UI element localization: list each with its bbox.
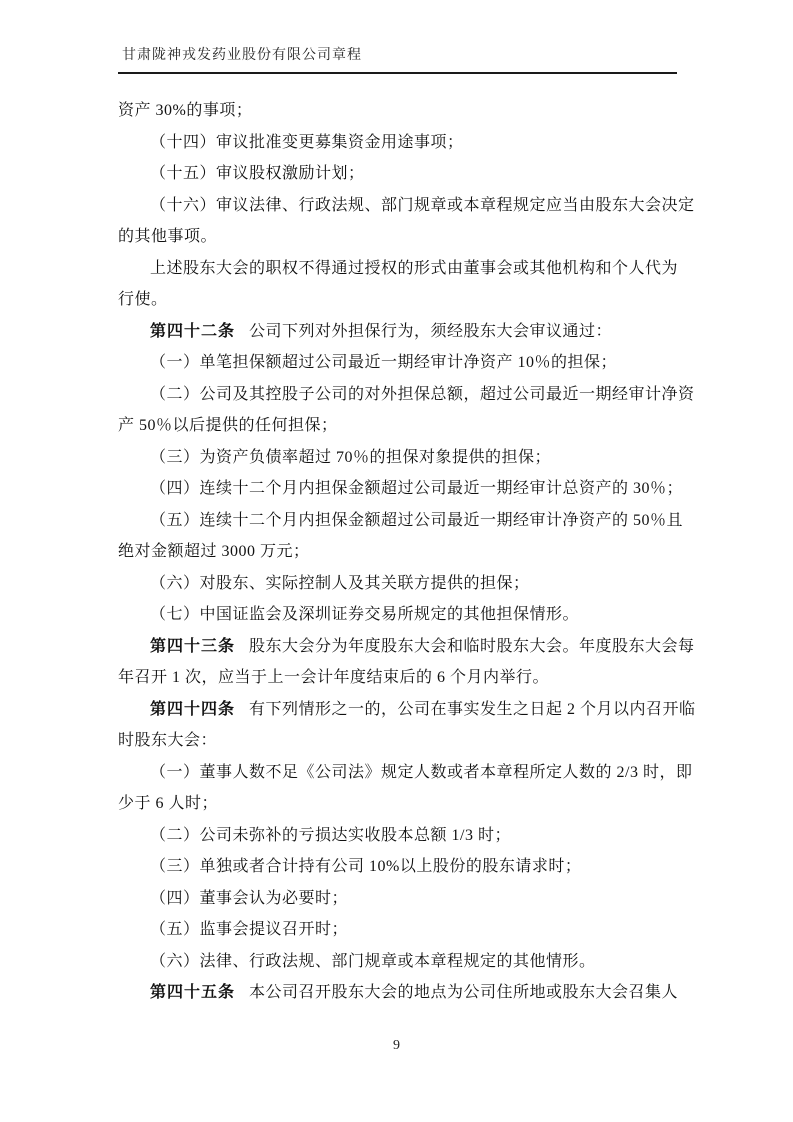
line-text: （四）董事会认为必要时；: [150, 889, 349, 907]
line-text: （一）单笔担保额超过公司最近一期经审计净资产 10％的担保；: [150, 354, 618, 371]
document-line: [118, 379, 695, 411]
document-line: [118, 568, 677, 600]
line-text: 绝对金额超过 3000 万元；: [118, 543, 310, 560]
document-line: [118, 662, 677, 694]
line-text: 本公司召开股东大会的地点为公司住所地或股东大会召集人: [249, 984, 679, 1001]
document-line: [118, 851, 677, 883]
document-line: [118, 221, 677, 253]
line-text: （三）为资产负债率超过 70％的担保对象提供的担保；: [150, 448, 552, 466]
article-number-lead: 第四十五条: [150, 984, 236, 1001]
document-line: [118, 347, 677, 379]
document-line: [118, 977, 677, 1009]
document-line: [118, 631, 695, 663]
document-line: [118, 599, 677, 631]
line-text: （二）公司及其控股子公司的对外担保总额，超过公司最近一期经审计净资: [150, 385, 695, 403]
document-line: [118, 946, 677, 978]
article-number-lead: 第四十四条: [150, 700, 236, 718]
page-number: 9: [393, 1038, 400, 1053]
document-line: [118, 158, 677, 190]
document-line: [118, 914, 677, 946]
document-line: [118, 442, 677, 474]
document-line: [118, 820, 677, 852]
page-header: [118, 46, 677, 74]
page-footer: [0, 1036, 793, 1054]
document-line: [118, 505, 684, 537]
line-text: 年召开 1 次，应当于上一会计年度结束后的 6 个月内举行。: [118, 669, 550, 686]
line-text: （六）对股东、实际控制人及其关联方提供的担保；: [150, 574, 530, 592]
line-text: （二）公司未弥补的亏损达实收股本总额 1/3 时；: [150, 826, 511, 844]
document-line: [118, 410, 677, 442]
document-line: [118, 127, 677, 159]
document-line: [118, 95, 677, 127]
document-line: [118, 757, 693, 789]
line-text: 公司下列对外担保行为，须经股东大会审议通过：: [249, 322, 613, 340]
line-text: 有下列情形之一的，公司在事实发生之日起 2 个月以内召开临: [249, 700, 696, 718]
line-text: 股东大会分为年度股东大会和临时股东大会。年度股东大会每: [249, 637, 695, 655]
document-body: [118, 95, 696, 1009]
document-header-title: 甘肃陇神戎发药业股份有限公司章程: [122, 48, 362, 63]
line-text: 上述股东大会的职权不得通过授权的形式由董事会或其他机构和个人代为: [150, 259, 679, 277]
document-line: [118, 536, 677, 568]
line-text: （五）连续十二个月内担保金额超过公司最近一期经审计净资产的 50％且: [150, 511, 684, 529]
line-text: 资产 30%的事项；: [118, 102, 253, 119]
line-text: （十六）审议法律、行政法规、部门规章或本章程规定应当由股东大会决定: [150, 196, 695, 214]
line-text: （一）董事人数不足《公司法》规定人数或者本章程所定人数的 2/3 时，即: [150, 763, 693, 781]
document-line: [118, 883, 677, 915]
line-text: 行使。: [118, 291, 168, 308]
document-line: [118, 725, 677, 757]
line-text: 的其他事项。: [118, 228, 218, 245]
line-text: （五）监事会提议召开时；: [150, 921, 349, 938]
line-text: （三）单独或者合计持有公司 10%以上股份的股东请求时；: [150, 858, 582, 875]
document-line: [118, 316, 677, 348]
document-line: [118, 694, 696, 726]
document-line: [118, 788, 677, 820]
line-text: （四）连续十二个月内担保金额超过公司最近一期经审计总资产的 30％；: [150, 480, 684, 497]
document-line: [118, 473, 684, 505]
document-line: [118, 190, 695, 222]
article-number-lead: 第四十三条: [150, 637, 236, 655]
line-text: （十四）审议批准变更募集资金用途事项；: [150, 133, 464, 151]
line-text: （十五）审议股权激励计划；: [150, 165, 365, 182]
line-text: （六）法律、行政法规、部门规章或本章程规定的其他情形。: [150, 952, 596, 970]
document-line: [118, 284, 677, 316]
document-line: [118, 253, 677, 285]
line-text: 少于 6 人时；: [118, 795, 219, 812]
line-text: （七）中国证监会及深圳证券交易所规定的其他担保情形。: [150, 606, 580, 623]
line-text: 时股东大会：: [118, 732, 218, 749]
article-number-lead: 第四十二条: [150, 322, 236, 340]
line-text: 产 50％以后提供的任何担保；: [118, 417, 338, 434]
